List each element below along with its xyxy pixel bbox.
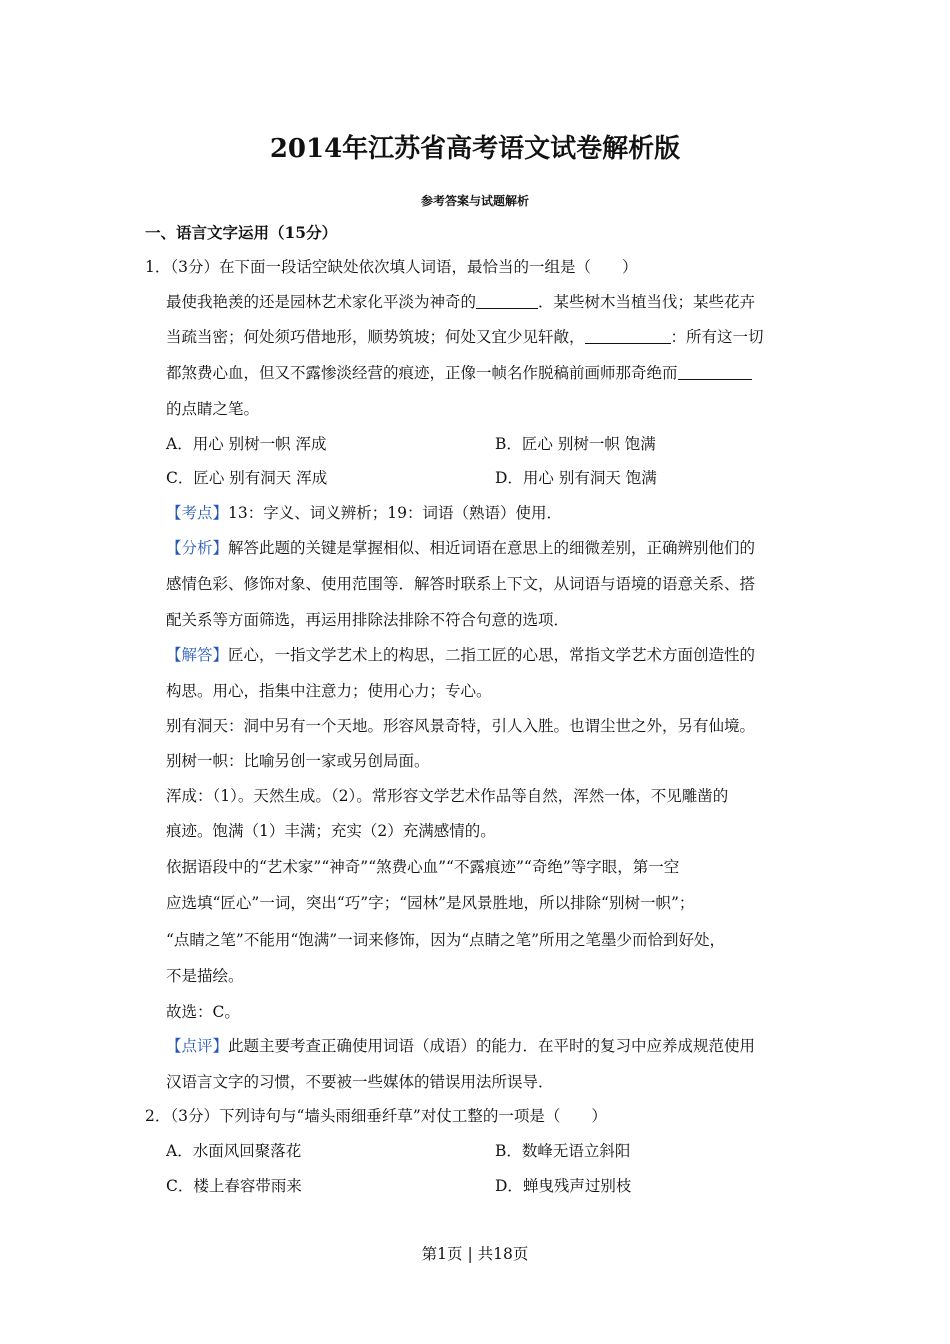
page-footer: 第1页 | 共18页 (421, 1245, 529, 1263)
fill-blank (678, 364, 752, 380)
kaodian-line (166, 502, 562, 524)
question-1-text: （3分）在下面一段话空缺处依次填人词语，最恰当的一组是（ ） (170, 258, 638, 276)
question-1-stem (145, 256, 638, 278)
jieda-tag: 【解答】 (166, 646, 229, 664)
passage-line-2 (166, 326, 764, 348)
jieda-line-4: 别树一帜：比喻另创一家或另创局面。 (166, 752, 430, 770)
passage-text: ：所有这一切 (670, 328, 764, 346)
passage-line-3 (166, 362, 752, 384)
jieda-text: 匠心，一指文学艺术上的构思，二指工匠的心思，常指文学艺术方面创造性的 (228, 646, 756, 664)
jieda-line-1 (166, 644, 755, 666)
passage-text: ．某些树木当植当伐；某些花卉 (538, 293, 756, 311)
option-a: A．用心 别树一帜 浑成 (166, 435, 327, 453)
q2-option-b: B．数峰无语立斜阳 (495, 1142, 631, 1160)
question-2-text: （3分）下列诗句与“墙头雨细垂纤草”对仗工整的一项是（ ） (170, 1107, 607, 1125)
passage-text: 最使我艳羡的还是园林艺术家化平淡为神奇的 (166, 293, 477, 311)
dianping-line-1 (166, 1035, 755, 1057)
option-c: C．匠心 别有洞天 浑成 (166, 469, 328, 487)
kaodian-tag: 【考点】 (166, 504, 229, 522)
jieda-line-3: 别有洞天：洞中另有一个天地。形容风景奇特，引人入胜。也谓尘世之外，另有仙境。 (166, 717, 756, 735)
question-2-number: 2． (145, 1107, 171, 1125)
kaodian-text: 13：字义、词义辨析；19：词语（熟语）使用． (228, 504, 562, 522)
fill-blank (585, 328, 671, 344)
jieda-line-7: 依据语段中的“艺术家”“神奇”“煞费心血”“不露痕迹”“奇绝”等字眼，第一空 (166, 858, 680, 876)
dianping-tag: 【点评】 (166, 1037, 229, 1055)
fill-blank (476, 293, 538, 309)
jieda-line-10: 不是描绘。 (166, 967, 244, 985)
question-1-number: 1． (145, 258, 171, 276)
fenxi-text: 解答此题的关键是掌握相似、相近词语在意思上的细微差别，正确辨别他们的 (228, 539, 756, 557)
jieda-line-5: 浑成：（1）。天然生成。（2）。常形容文学艺术作品等自然，浑然一体，不见雕凿的 (166, 787, 729, 805)
passage-text: 都煞费心血，但又不露惨淡经营的痕迹，正像一帧名作脱稿前画师那奇绝而 (166, 364, 678, 382)
jieda-line-8: 应选填“匠心”一词，突出“巧”字；“园林”是风景胜地，所以排除“别树一帜”； (166, 894, 695, 912)
dianping-line-2: 汉语言文字的习惯，不要被一些媒体的错误用法所误导． (166, 1073, 554, 1091)
option-b: B．匠心 别树一帜 饱满 (495, 435, 656, 453)
jieda-line-9: “点睛之笔”不能用“饱满”一词来修饰，因为“点睛之笔”所用之笔墨少而恰到好处， (166, 931, 726, 949)
question-2-stem (145, 1105, 607, 1127)
fenxi-line-1 (166, 537, 755, 559)
passage-line-1 (166, 291, 755, 313)
fenxi-line-2: 感情色彩、修饰对象、使用范围等．解答时联系上下文，从词语与语境的语意关系、搭 (166, 575, 756, 593)
fenxi-tag: 【分析】 (166, 539, 229, 557)
passage-line-4: 的点睛之笔。 (166, 400, 260, 418)
dianping-text: 此题主要考查正确使用词语（成语）的能力．在平时的复习中应养成规范使用 (228, 1037, 756, 1055)
answer-line: 故选：C。 (166, 1003, 240, 1021)
q2-option-c: C．楼上春容带雨来 (166, 1177, 302, 1195)
document-subtitle: 参考答案与试题解析 (420, 194, 529, 208)
q2-option-a: A．水面风回聚落花 (166, 1142, 302, 1160)
section-heading: 一、语言文字运用（15分） (145, 223, 338, 242)
document-title: 2014年江苏省高考语文试卷解析版 (269, 134, 681, 164)
jieda-line-6: 痕迹。饱满（1）丰满；充实（2）充满感情的。 (166, 822, 496, 840)
fenxi-line-3: 配关系等方面筛选，再运用排除法排除不符合句意的选项． (166, 611, 570, 629)
passage-text: 当疏当密；何处须巧借地形，顺势筑坡；何处又宜少见轩敞， (166, 328, 585, 346)
q2-option-d: D．蝉曳残声过别枝 (495, 1177, 632, 1195)
jieda-line-2: 构思。用心，指集中注意力；使用心力；专心。 (166, 682, 492, 700)
option-d: D．用心 别有洞天 饱满 (495, 469, 657, 487)
